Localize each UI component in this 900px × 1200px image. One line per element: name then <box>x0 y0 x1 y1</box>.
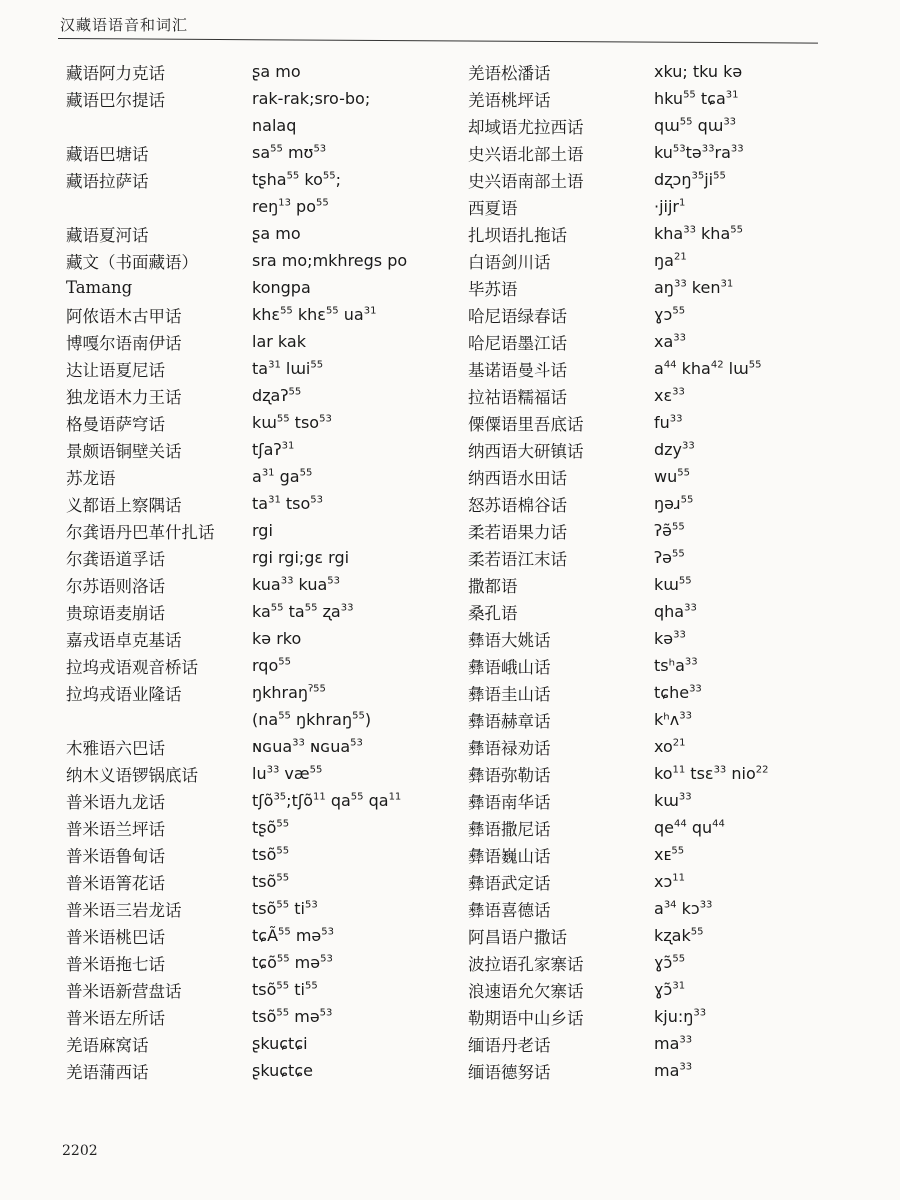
word-form: tsʰa$^{33}$ <box>654 656 698 675</box>
word-form: nalaq <box>252 116 297 135</box>
language-name: 纳西语大研镇话 <box>468 441 584 461</box>
entry-row <box>66 814 466 841</box>
word-form: ɣɔ$^{55}$ <box>654 305 686 324</box>
entry-row <box>468 490 888 517</box>
language-name: 拉坞戎语业隆话 <box>66 684 182 704</box>
word-form: rgi <box>252 521 273 540</box>
entry-row <box>66 58 466 85</box>
language-name: 撒都语 <box>468 576 518 596</box>
entry-row <box>468 436 888 463</box>
word-form: $qe^{44}$ $qu^{44}$ <box>654 818 725 837</box>
running-header: 汉藏语语音和词汇 <box>60 16 189 34</box>
entry-row <box>66 949 466 976</box>
language-name: 彝语大姚话 <box>468 630 551 650</box>
language-name: 纳木义语锣锅底话 <box>66 765 198 785</box>
language-name: 彝语喜德话 <box>468 900 551 920</box>
entry-row <box>66 787 466 814</box>
word-form: $wu^{55}$ <box>654 467 690 486</box>
entry-row <box>66 841 466 868</box>
word-form: $ku^{53}tə^{33}ra^{33}$ <box>654 143 744 162</box>
language-name: 彝语禄劝话 <box>468 738 551 758</box>
word-form: rgi rgi;gɛ rgi <box>252 548 350 567</box>
language-name: 尔龚语丹巴革什扎话 <box>66 522 215 542</box>
word-form: ʂa mo <box>252 224 301 243</box>
language-name: 阿侬语木古甲话 <box>66 306 182 326</box>
entry-row <box>66 679 466 706</box>
language-name: 普米语箐花话 <box>66 873 165 893</box>
language-name: 普米语新营盘话 <box>66 981 182 1001</box>
entry-row <box>66 139 466 166</box>
word-form: ·jijr$^1$ <box>654 197 686 216</box>
entry-row <box>66 193 466 220</box>
language-name: 勒期语中山乡话 <box>468 1008 584 1028</box>
word-form: ɣɔ̃$^{31}$ <box>654 980 686 999</box>
language-name: 哈尼语墨江话 <box>468 333 567 353</box>
entry-row <box>66 868 466 895</box>
language-name: 浪速语允欠寨话 <box>468 981 584 1001</box>
page-number: 2202 <box>62 1143 98 1159</box>
entry-row <box>468 382 888 409</box>
language-name: 扎坝语扎拖话 <box>468 225 567 245</box>
entry-row <box>66 247 466 274</box>
language-name: 白语剑川话 <box>468 252 551 272</box>
entry-row <box>468 841 888 868</box>
language-name: 普米语拖七话 <box>66 954 165 974</box>
entry-row <box>468 976 888 1003</box>
word-form: $dʐɔŋ^{35}ji^{55}$ <box>654 170 726 189</box>
word-form: ŋəɹ$^{55}$ <box>654 494 694 513</box>
entry-row <box>468 679 888 706</box>
entry-row <box>66 544 466 571</box>
entry-row <box>66 274 466 301</box>
language-name: 普米语左所话 <box>66 1008 165 1028</box>
word-form: kɯ$^{55}$ tso$^{53}$ <box>252 413 332 432</box>
language-name: 毕苏语 <box>468 279 518 299</box>
language-name: 藏语夏河话 <box>66 225 149 245</box>
word-form: hku$^{55}$ tɕa$^{31}$ <box>654 89 739 108</box>
word-form: lar kak <box>252 332 306 351</box>
word-form: $xo^{21}$ <box>654 737 686 756</box>
word-form: $ko^{11}$ tsɛ$^{33}$ nio$^{22}$ <box>654 764 769 783</box>
word-form: kɯ$^{55}$ <box>654 575 692 594</box>
word-form: kua$^{33}$ kua$^{53}$ <box>252 575 340 594</box>
entry-row <box>468 517 888 544</box>
entry-row <box>468 571 888 598</box>
entry-row <box>66 436 466 463</box>
word-form: tɕhe$^{33}$ <box>654 683 702 702</box>
entry-row <box>66 382 466 409</box>
word-form: xɔ$^{11}$ <box>654 872 685 891</box>
entry-row <box>468 625 888 652</box>
language-name: 史兴语南部土语 <box>468 171 584 191</box>
entry-row <box>66 85 466 112</box>
entry-row <box>468 814 888 841</box>
word-form: $ta^{31}$ tso$^{53}$ <box>252 494 324 513</box>
word-form: khɛ$^{55}$ khɛ$^{55}$ $ua^{31}$ <box>252 305 377 324</box>
word-form: tʂõ$^{55}$ <box>252 818 290 837</box>
language-name: 嘉戎语卓克基话 <box>66 630 182 650</box>
word-form: ʂa mo <box>252 62 301 81</box>
word-form: $xa^{33}$ <box>654 332 687 351</box>
entry-row <box>66 409 466 436</box>
word-form: xɛ$^{33}$ <box>654 386 685 405</box>
word-form: ɴɢua$^{33}$ ɴɢua$^{53}$ <box>252 737 363 756</box>
entry-row <box>468 409 888 436</box>
word-form: rqo$^{55}$ <box>252 656 291 675</box>
language-name: 彝语巍山话 <box>468 846 551 866</box>
word-form: tsõ$^{55}$ $ti^{53}$ <box>252 899 318 918</box>
entry-row <box>66 733 466 760</box>
entry-row <box>468 301 888 328</box>
language-name: 普米语兰坪话 <box>66 819 165 839</box>
entry-row <box>468 274 888 301</box>
entry-row <box>468 760 888 787</box>
word-form: $a^{31}$ $ga^{55}$ <box>252 467 313 486</box>
word-form: $ma^{33}$ <box>654 1034 693 1053</box>
word-form: tsõ$^{55}$ $ti^{55}$ <box>252 980 318 999</box>
entry-row <box>66 706 466 733</box>
word-form: qɯ$^{55}$ qɯ$^{33}$ <box>654 116 737 135</box>
entry-row <box>468 706 888 733</box>
word-form: $kju:ŋ^{33}$ <box>654 1007 707 1026</box>
entry-row <box>468 463 888 490</box>
language-name: 彝语弥勒话 <box>468 765 551 785</box>
word-form: $ka^{55}$ $ta^{55}$ ʐa$^{33}$ <box>252 602 354 621</box>
word-form: xᴇ$^{55}$ <box>654 845 685 864</box>
language-name: 格曼语萨穹话 <box>66 414 165 434</box>
word-form: $aŋ^{33}$ ken$^{31}$ <box>654 278 734 297</box>
entry-row <box>66 112 466 139</box>
entry-row <box>66 301 466 328</box>
language-name: 拉坞戎语观音桥话 <box>66 657 198 677</box>
word-form: $sa^{55}$ mʊ$^{53}$ <box>252 143 327 162</box>
word-form: tʃaʔ$^{31}$ <box>252 440 295 459</box>
entry-row <box>468 139 888 166</box>
language-name: 怒苏语棉谷话 <box>468 495 567 515</box>
language-name: 纳西语水田话 <box>468 468 567 488</box>
language-name: 彝语赫章话 <box>468 711 551 731</box>
left-column <box>66 58 466 1084</box>
header-rule <box>58 38 818 44</box>
word-form: tsõ$^{55}$ <box>252 845 290 864</box>
language-name: 尔苏语则洛话 <box>66 576 165 596</box>
word-form: xku; tku kə <box>654 62 743 81</box>
language-name: 贵琼语麦崩话 <box>66 603 165 623</box>
language-name: 彝语撒尼话 <box>468 819 551 839</box>
language-name: 波拉语孔家寨话 <box>468 954 584 974</box>
word-form: kɯ$^{33}$ <box>654 791 692 810</box>
word-form: $ŋa^{21}$ <box>654 251 687 270</box>
word-form: $lu^{33}$ $væ^{55}$ <box>252 764 323 783</box>
entry-row <box>66 1003 466 1030</box>
entry-row <box>66 490 466 517</box>
language-name: 义都语上察隅话 <box>66 495 182 515</box>
entry-row <box>468 1030 888 1057</box>
language-name: 普米语九龙话 <box>66 792 165 812</box>
language-name: 柔若语江末话 <box>468 549 567 569</box>
entry-row <box>66 625 466 652</box>
entry-row <box>468 1003 888 1030</box>
word-form: $ma^{33}$ <box>654 1061 693 1080</box>
language-name: 尔龚语道孚话 <box>66 549 165 569</box>
entry-row <box>468 949 888 976</box>
language-name: 藏语拉萨话 <box>66 171 149 191</box>
entry-row <box>468 328 888 355</box>
entry-row <box>66 571 466 598</box>
word-form: ʔə̃$^{55}$ <box>654 521 685 540</box>
language-name: 桑孔语 <box>468 603 518 623</box>
language-name: 普米语三岩龙话 <box>66 900 182 920</box>
right-column <box>468 58 888 1084</box>
language-name: 藏文（书面藏语） <box>66 252 198 272</box>
language-name: 羌语桃坪话 <box>468 90 551 110</box>
word-form: reŋ$^{13}$ $po^{55}$ <box>252 197 329 216</box>
language-name: 彝语圭山话 <box>468 684 551 704</box>
entry-row <box>468 112 888 139</box>
language-name: 史兴语北部土语 <box>468 144 584 164</box>
entry-row <box>66 328 466 355</box>
language-name: 阿昌语户撒话 <box>468 927 567 947</box>
language-name: 达让语夏尼话 <box>66 360 165 380</box>
entry-row <box>468 1057 888 1084</box>
language-name: 彝语武定话 <box>468 873 551 893</box>
word-form: kongpa <box>252 278 311 297</box>
language-name: 普米语桃巴话 <box>66 927 165 947</box>
entry-row <box>468 922 888 949</box>
word-form: tsõ$^{55}$ <box>252 872 290 891</box>
language-name: 彝语南华话 <box>468 792 551 812</box>
language-name: 傈僳语里吾底话 <box>468 414 584 434</box>
language-name: 彝语峨山话 <box>468 657 551 677</box>
word-form: tsõ$^{55}$ mə$^{53}$ <box>252 1007 333 1026</box>
entry-row <box>468 598 888 625</box>
entry-row <box>66 463 466 490</box>
word-form: kʐak$^{55}$ <box>654 926 704 945</box>
word-form: kha$^{33}$ kha$^{55}$ <box>654 224 743 243</box>
word-form: ɣɔ̃$^{55}$ <box>654 953 686 972</box>
language-name: 羌语麻窝话 <box>66 1035 149 1055</box>
entry-row <box>66 166 466 193</box>
language-name: 藏语巴塘话 <box>66 144 149 164</box>
language-name: 普米语鲁甸话 <box>66 846 165 866</box>
language-name: 柔若语果力话 <box>468 522 567 542</box>
word-form: tʂha$^{55}$ $ko^{55}$; <box>252 170 341 189</box>
language-name: 藏语巴尔提话 <box>66 90 165 110</box>
language-name: 拉祜语糯福话 <box>468 387 567 407</box>
entry-row <box>66 895 466 922</box>
word-form: qha$^{33}$ <box>654 602 697 621</box>
word-form: kʰʌ$^{33}$ <box>654 710 692 729</box>
entry-row <box>66 922 466 949</box>
word-form: tʃõ$^{35}$;tʃõ$^{11}$ $qa^{55}$ $qa^{11}$ <box>252 791 402 810</box>
language-name: 缅语德努话 <box>468 1062 551 1082</box>
language-name: 哈尼语绿春话 <box>468 306 567 326</box>
entry-row <box>468 85 888 112</box>
language-name: 博嘎尔语南伊话 <box>66 333 182 353</box>
entry-row <box>468 787 888 814</box>
entry-row <box>66 355 466 382</box>
word-form: sra mo;mkhregs po <box>252 251 408 270</box>
entry-row <box>66 598 466 625</box>
word-form: kə rko <box>252 629 302 648</box>
language-name: 独龙语木力王话 <box>66 387 182 407</box>
entry-row <box>468 652 888 679</box>
language-name: 藏语阿力克话 <box>66 63 165 83</box>
entry-row <box>468 895 888 922</box>
language-name: 景颇语铜壁关话 <box>66 441 182 461</box>
entry-row <box>468 544 888 571</box>
entry-row <box>66 1030 466 1057</box>
word-form: $fu^{33}$ <box>654 413 683 432</box>
language-name: 苏龙语 <box>66 468 116 488</box>
word-form: ʔə$^{55}$ <box>654 548 685 567</box>
word-form: kə$^{33}$ <box>654 629 686 648</box>
language-name: 木雅语六巴话 <box>66 738 165 758</box>
word-form: ŋkhraŋ$^{ʔ55}$ <box>252 683 326 702</box>
language-name: 缅语丹老话 <box>468 1035 551 1055</box>
entry-row <box>66 760 466 787</box>
entry-row <box>66 652 466 679</box>
entry-row <box>468 58 888 85</box>
entry-row <box>66 1057 466 1084</box>
word-form: $ta^{31}$ lɯi$^{55}$ <box>252 359 324 378</box>
language-name: 却域语尤拉西话 <box>468 117 584 137</box>
word-form: rak-rak;sro-bo; <box>252 89 371 108</box>
entry-row <box>66 517 466 544</box>
word-form: ʂkuɕtɕi <box>252 1034 308 1053</box>
entry-row <box>66 220 466 247</box>
word-form: tɕÃ$^{55}$ mə$^{53}$ <box>252 926 334 945</box>
entry-row <box>468 868 888 895</box>
word-form: dzy$^{33}$ <box>654 440 695 459</box>
word-form: ($na^{55}$ ŋkhraŋ$^{55}$) <box>252 710 372 729</box>
language-name: Tamang <box>66 278 133 297</box>
entry-row <box>468 193 888 220</box>
entry-row <box>468 355 888 382</box>
language-name: 基诺语曼斗话 <box>468 360 567 380</box>
language-name: 羌语蒲西话 <box>66 1062 149 1082</box>
language-name: 羌语松潘话 <box>468 63 551 83</box>
language-name: 西夏语 <box>468 198 518 218</box>
entry-row <box>66 976 466 1003</box>
word-form: tɕõ$^{55}$ mə$^{53}$ <box>252 953 333 972</box>
entry-row <box>468 166 888 193</box>
word-form: dʐaʔ$^{55}$ <box>252 386 302 405</box>
word-form: $a^{44}$ kha$^{42}$ lɯ$^{55}$ <box>654 359 762 378</box>
entry-row <box>468 247 888 274</box>
entry-row <box>468 220 888 247</box>
word-form: ʂkuɕtɕe <box>252 1061 313 1080</box>
word-form: $a^{34}$ kɔ$^{33}$ <box>654 899 713 918</box>
entry-row <box>468 733 888 760</box>
